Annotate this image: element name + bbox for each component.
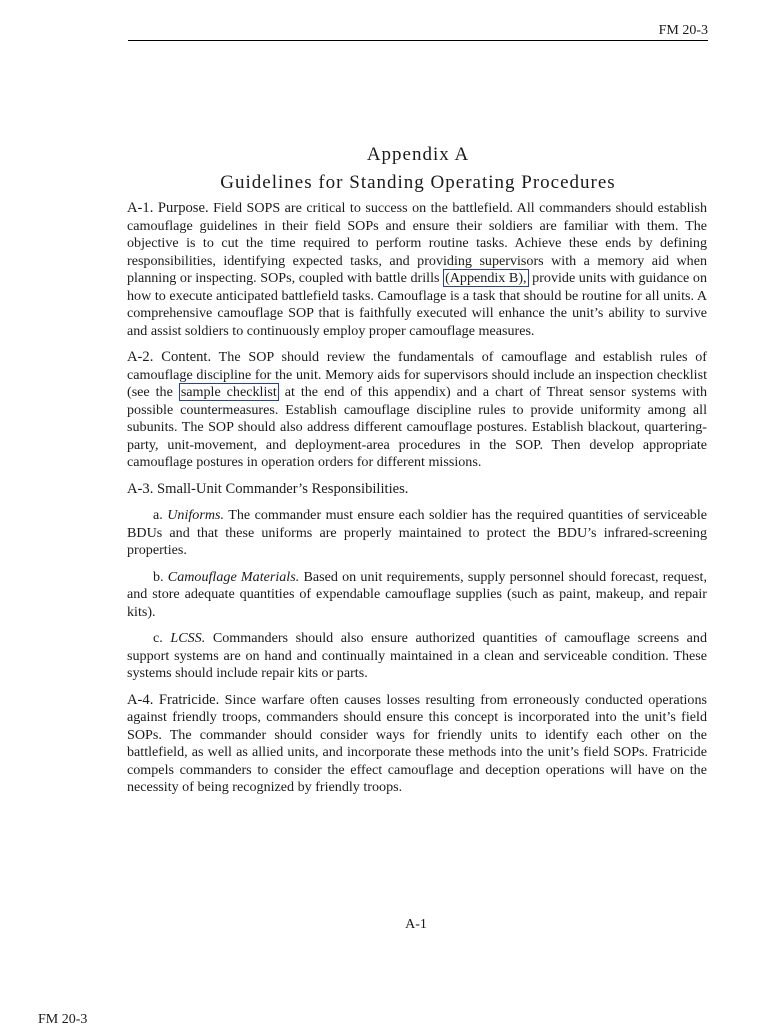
section-a3-heading-para — [127, 481, 707, 499]
header-label: FM 20-3 — [658, 23, 708, 38]
section-a3-item-c — [127, 630, 707, 683]
footer-label: FM 20-3 — [38, 1012, 88, 1027]
item-b-label: b. — [153, 568, 164, 585]
item-c-term: LCSS. — [170, 630, 206, 646]
section-a1-purpose — [127, 200, 707, 340]
item-c-label: c. — [153, 630, 163, 646]
header-rule — [128, 40, 708, 41]
sample-checklist-link[interactable]: sample checklist — [180, 384, 277, 400]
item-c-text: Commanders should also ensure authorized quantities of camouflage screens and support systems are on hand and continually maintained in a clean and serviceable condition. These systems should include repair kits or parts. — [127, 630, 708, 681]
section-a2-text-post: at the end of this appendix) and a chart of Threat sensor systems with possible countermeasures. Establish camouflage discipline rules to provide uniformity among all subunits. The SOP should also address different camouflage postures. Establish blackout, quartering-party, unit-movement, and deployment-area procedures in the SOP. Then develop appropriate camouflage postures in operation orders for different missions. — [127, 384, 707, 470]
section-a4-heading: A-4. Fratricide. — [127, 691, 220, 708]
item-b-term: Camouflage Materials. — [167, 568, 300, 585]
item-a-text: The commander must ensure each soldier has the required quantities of serviceable BDUs and that these uniforms are properly maintained to protect the BDU’s infrared-screening properties. — [127, 507, 707, 558]
appendix-title — [128, 142, 708, 196]
title-line-appendix: Appendix A — [366, 144, 470, 165]
section-a1-heading: A-1. Purpose. — [127, 200, 209, 216]
section-a3-heading: A-3. Small-Unit Commander’s Responsibilities. — [127, 480, 409, 497]
appendix-b-link[interactable]: (Appendix B), — [445, 270, 527, 286]
item-a-term: Uniforms. — [167, 507, 225, 523]
section-a3-item-a — [127, 507, 707, 560]
section-a4-text: Since warfare often causes losses resulting from erroneously conducted operations against friendly troops, commanders should ensure this concept is incorporated into the unit’s field SOPs. The commander should consider ways for friendly units to identify each other on the battlefield, as well as allied units, and incorporate these methods into the unit’s field SOPs. Fratricide compels commanders to consider the effect camouflage and deception operations will have on the necessity of being recognized by friendly troops. — [127, 691, 708, 795]
document-body — [127, 200, 707, 806]
page-number: A-1 — [405, 917, 427, 932]
section-a2-heading: A-2. Content. — [127, 349, 212, 365]
item-b-text: Based on unit requirements, supply personnel should forecast, request, and store adequate quantities of expendable camouflage supplies (such as paint, makeup, and repair kits). — [127, 568, 707, 620]
section-a1-text-pre: Field SOPS are critical to success on the battlefield. All commanders should establish camouflage guidelines in their field SOPs and ensure their soldiers are familiar with them. The objective is to cut the time required to perform routine tasks. Achieve these ends by defining responsibilities, identifying expected tasks, and providing supervisors with a memory aid when planning or inspecting. SOPs, coupled with battle drills — [127, 200, 707, 286]
title-line-guidelines: Guidelines for Standing Operating Procedures — [220, 172, 616, 193]
item-a-label: a. — [153, 507, 163, 523]
section-a1-text-post: provide units with guidance on how to execute anticipated battlefield tasks. Camouflage is a task that should be routine for all units. A comprehensive camouflage SOP that is faithfully executed will enhance the unit’s ability to survive and assist soldiers to continuously employ proper camouflage measures. — [127, 270, 708, 339]
section-a3-item-b — [127, 569, 707, 622]
section-a2-text-pre: The SOP should review the fundamentals of camouflage and establish rules of camouflage discipline for the unit. Memory aids for supervisors should include an inspection checklist (see the — [127, 349, 707, 400]
section-a2-content — [127, 349, 707, 472]
section-a4-fratricide — [127, 692, 707, 797]
